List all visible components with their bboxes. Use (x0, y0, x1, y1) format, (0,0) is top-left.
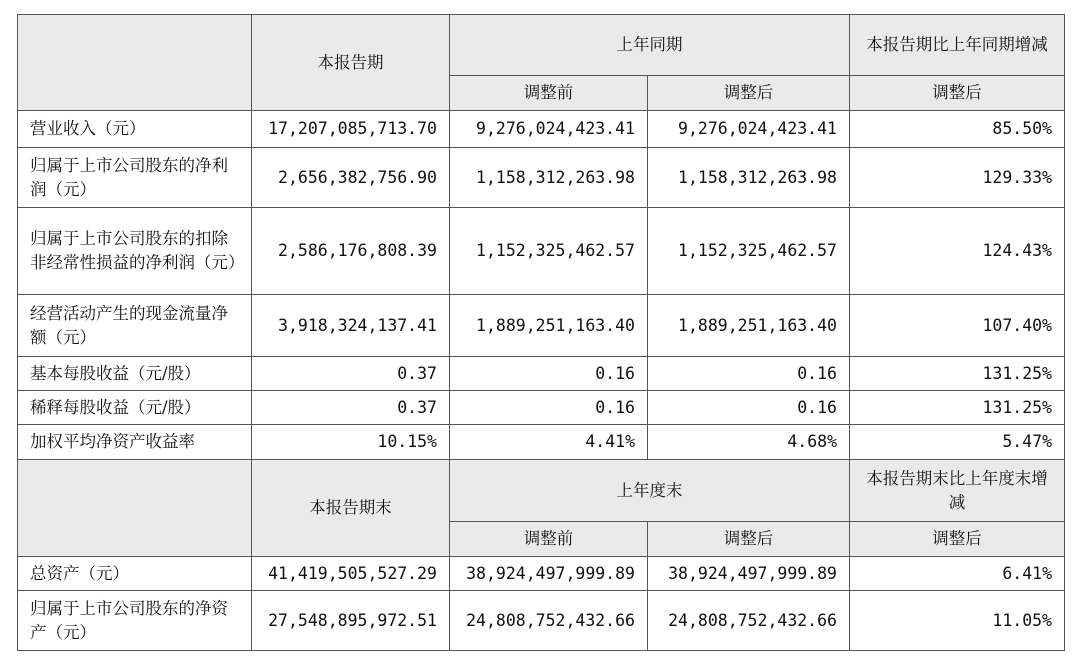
before-value: 0.16 (450, 391, 648, 425)
header-blank-cell (18, 460, 252, 557)
row-label: 营业收入（元） (18, 111, 252, 148)
current-value: 3,918,324,137.41 (252, 295, 450, 357)
row-label: 归属于上市公司股东的扣除非经常性损益的净利润（元） (18, 208, 252, 295)
row-label: 归属于上市公司股东的净资产（元） (18, 591, 252, 651)
change-value: 11.05% (850, 591, 1065, 651)
change-value: 131.25% (850, 391, 1065, 425)
row-label: 归属于上市公司股东的净利润（元） (18, 148, 252, 208)
current-value: 2,656,382,756.90 (252, 148, 450, 208)
header-after-adjustment: 调整后 (648, 522, 850, 557)
after-value: 4.68% (648, 425, 850, 460)
before-value: 9,276,024,423.41 (450, 111, 648, 148)
after-value: 0.16 (648, 357, 850, 391)
header-row-3 (18, 460, 1065, 522)
table-row (18, 591, 1065, 651)
header-before-adjustment: 调整前 (450, 76, 648, 111)
current-value: 27,548,895,972.51 (252, 591, 450, 651)
current-value: 10.15% (252, 425, 450, 460)
before-value: 38,924,497,999.89 (450, 557, 648, 591)
header-change-period-end: 本报告期末比上年度末增减 (850, 460, 1065, 522)
current-value: 0.37 (252, 391, 450, 425)
change-value: 129.33% (850, 148, 1065, 208)
after-value: 0.16 (648, 391, 850, 425)
table-row (18, 111, 1065, 148)
financial-indicators-table (17, 14, 1065, 651)
change-value: 131.25% (850, 357, 1065, 391)
header-change-after-adjustment: 调整后 (850, 76, 1065, 111)
after-value: 1,158,312,263.98 (648, 148, 850, 208)
table-row (18, 557, 1065, 591)
before-value: 1,152,325,462.57 (450, 208, 648, 295)
change-value: 85.50% (850, 111, 1065, 148)
table-row (18, 148, 1065, 208)
header-prior-year-end: 上年度末 (450, 460, 850, 522)
current-value: 0.37 (252, 357, 450, 391)
row-label: 总资产（元） (18, 557, 252, 591)
table-row (18, 208, 1065, 295)
header-current-period: 本报告期 (252, 15, 450, 111)
header-blank-cell (18, 15, 252, 111)
current-value: 41,419,505,527.29 (252, 557, 450, 591)
change-value: 6.41% (850, 557, 1065, 591)
after-value: 1,152,325,462.57 (648, 208, 850, 295)
table-row (18, 295, 1065, 357)
header-period-end: 本报告期末 (252, 460, 450, 557)
change-value: 124.43% (850, 208, 1065, 295)
header-change-after-adjustment: 调整后 (850, 522, 1065, 557)
change-value: 107.40% (850, 295, 1065, 357)
table-row (18, 357, 1065, 391)
before-value: 1,158,312,263.98 (450, 148, 648, 208)
table-row (18, 425, 1065, 460)
header-change: 本报告期比上年同期增减 (850, 15, 1065, 76)
after-value: 9,276,024,423.41 (648, 111, 850, 148)
row-label: 稀释每股收益（元/股） (18, 391, 252, 425)
current-value: 17,207,085,713.70 (252, 111, 450, 148)
before-value: 1,889,251,163.40 (450, 295, 648, 357)
after-value: 38,924,497,999.89 (648, 557, 850, 591)
header-prior-period: 上年同期 (450, 15, 850, 76)
header-row-1 (18, 15, 1065, 76)
change-value: 5.47% (850, 425, 1065, 460)
before-value: 24,808,752,432.66 (450, 591, 648, 651)
header-before-adjustment: 调整前 (450, 522, 648, 557)
current-value: 2,586,176,808.39 (252, 208, 450, 295)
table-row (18, 391, 1065, 425)
after-value: 1,889,251,163.40 (648, 295, 850, 357)
header-after-adjustment: 调整后 (648, 76, 850, 111)
row-label: 基本每股收益（元/股） (18, 357, 252, 391)
before-value: 0.16 (450, 357, 648, 391)
before-value: 4.41% (450, 425, 648, 460)
row-label: 经营活动产生的现金流量净额（元） (18, 295, 252, 357)
after-value: 24,808,752,432.66 (648, 591, 850, 651)
row-label: 加权平均净资产收益率 (18, 425, 252, 460)
